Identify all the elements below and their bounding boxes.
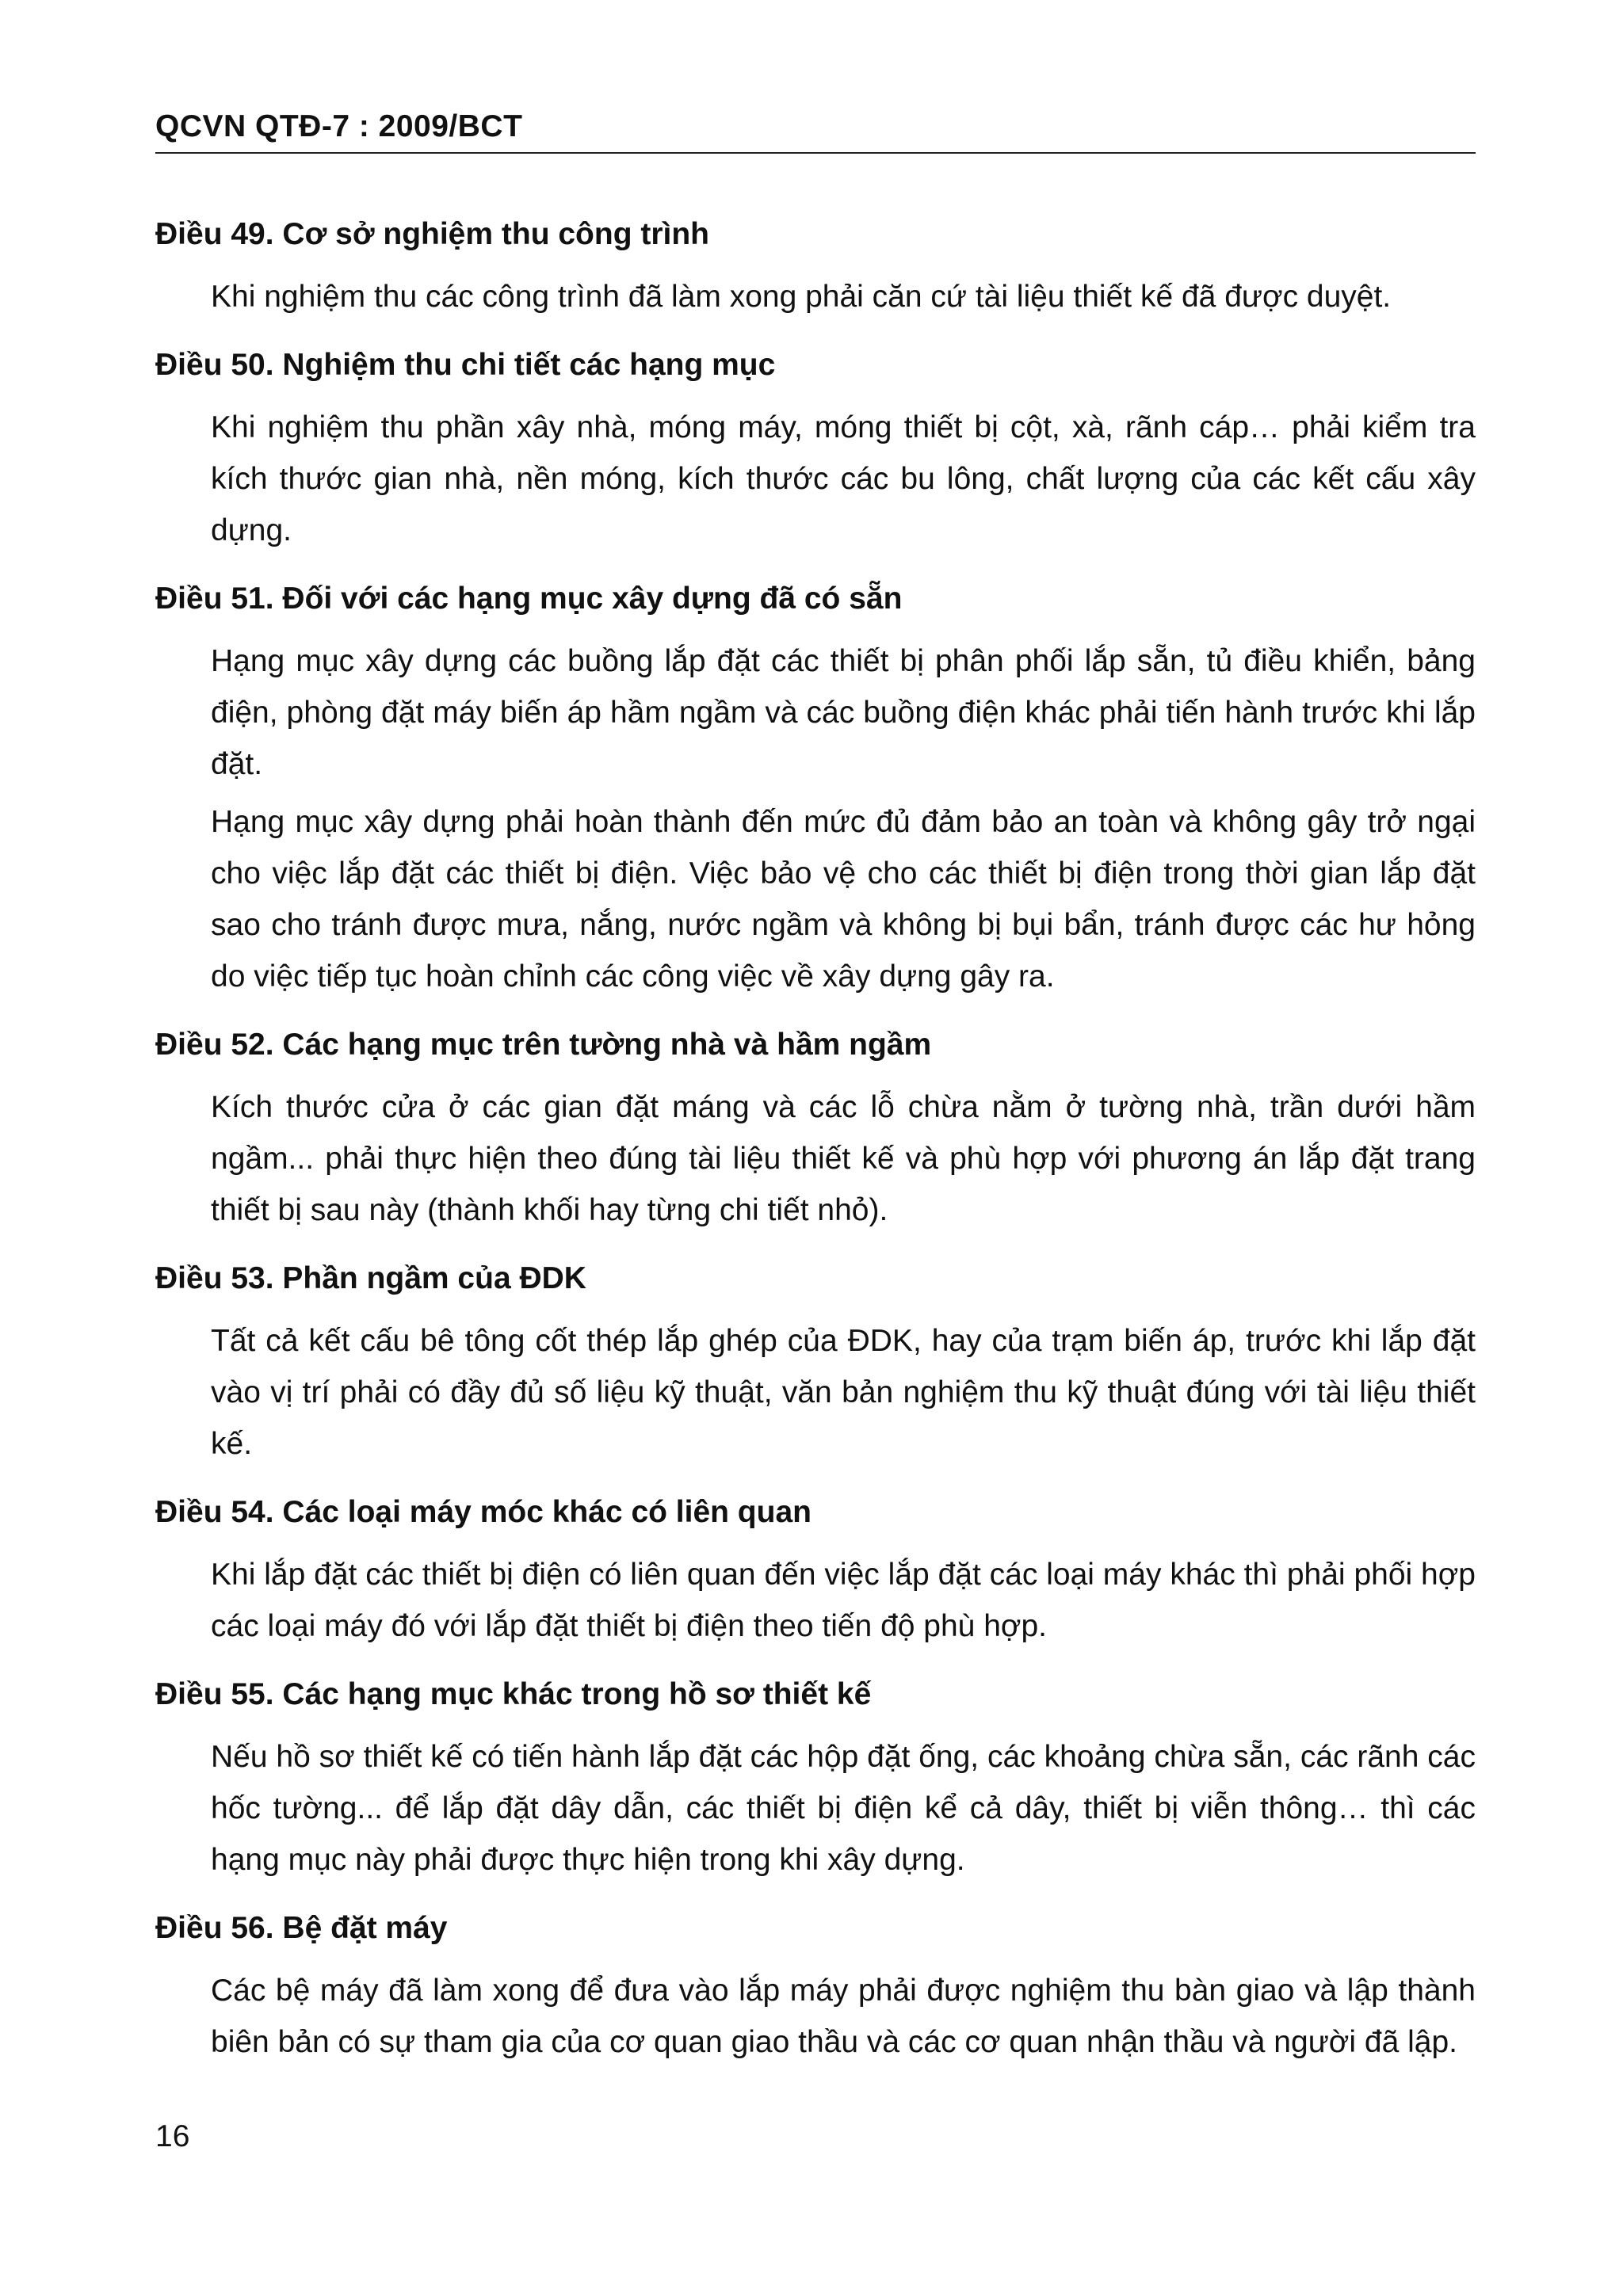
article-56 [155,1908,1476,2068]
articles-container [155,214,1476,2090]
article-50 [155,345,1476,556]
article-paragraph: Hạng mục xây dựng các buồng lắp đặt các thiết bị phân phối lắp sẵn, tủ điều khiển, bảng điện, phòng đặt máy biến áp hầm ngầm và các buồng điện khác phải tiến hành trước khi lắp đặt. [211,644,1476,781]
article-heading: Điều 49. Cơ sở nghiệm thu công trình [155,217,709,251]
article-paragraph: Khi nghiệm thu các công trình đã làm xong phải căn cứ tài liệu thiết kế đã được duyệt. [211,280,1392,314]
article-54 [155,1492,1476,1652]
article-paragraph: Khi nghiệm thu phần xây nhà, móng máy, móng thiết bị cột, xà, rãnh cáp… phải kiểm tra kích thước gian nhà, nền móng, kích thước các bu lông, chất lượng của các kết cấu xây dựng. [211,410,1476,547]
article-heading: Điều 52. Các hạng mục trên tường nhà và hầm ngầm [155,1028,932,1062]
article-heading: Điều 55. Các hạng mục khác trong hồ sơ thiết kế [155,1677,872,1711]
page-number: 16 [155,2119,190,2153]
article-paragraph: Nếu hồ sơ thiết kế có tiến hành lắp đặt các hộp đặt ống, các khoảng chừa sẵn, các rãnh các hốc tường... để lắp đặt dây dẫn, các thiết bị điện kể cả dây, thiết bị viễn thông… thì các hạng mục này phải được thực hiện trong khi xây dựng. [211,1740,1476,1877]
article-53 [155,1258,1476,1470]
article-heading: Điều 50. Nghiệm thu chi tiết các hạng mục [155,348,776,382]
article-heading: Điều 53. Phần ngầm của ĐDK [155,1261,586,1295]
article-51 [155,578,1476,1002]
header-divider [155,152,1476,154]
article-49 [155,214,1476,322]
article-paragraph: Kích thước cửa ở các gian đặt máng và các lỗ chừa nằm ở tường nhà, trần dưới hầm ngầm... phải thực hiện theo đúng tài liệu thiết kế và phù hợp với phương án lắp đặt trang thiết bị sau này (thành khối hay từng chi tiết nhỏ). [211,1090,1476,1227]
article-heading: Điều 54. Các loại máy móc khác có liên quan [155,1495,812,1529]
article-paragraph: Các bệ máy đã làm xong để đưa vào lắp máy phải được nghiệm thu bàn giao và lập thành biên bản có sự tham gia của cơ quan giao thầu và các cơ quan nhận thầu và người đã lập. [211,1974,1476,2059]
document-code-header: QCVN QTĐ-7 : 2009/BCT [155,109,523,143]
article-paragraph: Tất cả kết cấu bê tông cốt thép lắp ghép của ĐDK, hay của trạm biến áp, trước khi lắp đặt vào vị trí phải có đầy đủ số liệu kỹ thuật, văn bản nghiệm thu kỹ thuật đúng với tài liệu thiết kế. [211,1324,1476,1461]
article-paragraph: Khi lắp đặt các thiết bị điện có liên quan đến việc lắp đặt các loại máy khác thì phải phối hợp các loại máy đó với lắp đặt thiết bị điện theo tiến độ phù hợp. [211,1558,1476,1643]
article-heading: Điều 56. Bệ đặt máy [155,1911,448,1945]
article-heading: Điều 51. Đối với các hạng mục xây dựng đã có sẵn [155,582,903,616]
article-52 [155,1024,1476,1236]
article-paragraph: Hạng mục xây dựng phải hoàn thành đến mức đủ đảm bảo an toàn và không gây trở ngại cho việc lắp đặt các thiết bị điện. Việc bảo vệ cho các thiết bị điện trong thời gian lắp đặt sao cho tránh được mưa, nắng, nước ngầm và không bị bụi bẩn, tránh được các hư hỏng do việc tiếp tục hoàn chỉnh các công việc về xây dựng gây ra. [211,805,1476,994]
article-55 [155,1674,1476,1886]
